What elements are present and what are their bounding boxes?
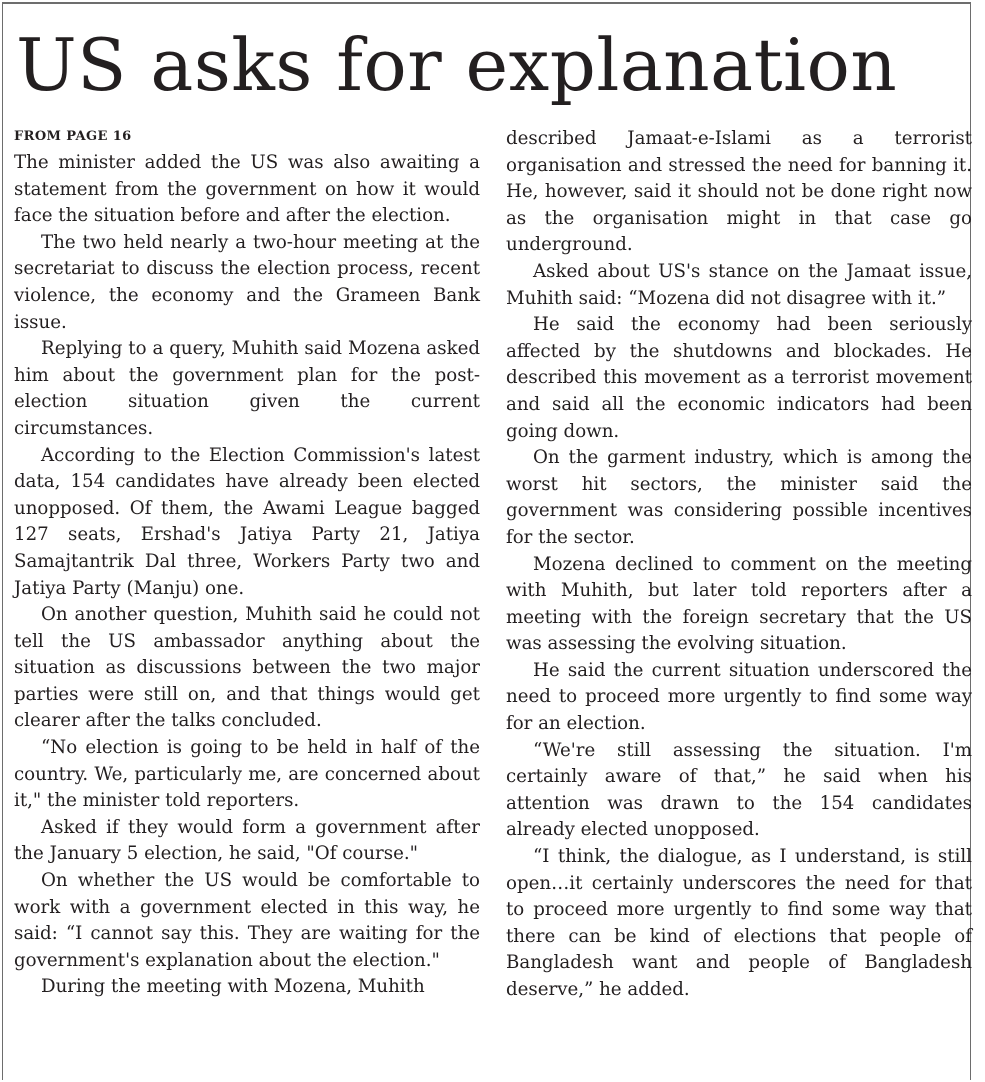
article-paragraph: “No election is going to be held in half of the country. We, particularly me, are concerned about it," the minister told reporters. [14, 737, 480, 812]
article-paragraph: Mozena declined to comment on the meeting with Muhith, but later told reporters after a meeting with the foreign secretary that the US was assessing the evolving situation. [506, 553, 972, 655]
article-paragraph: During the meeting with Mozena, Muhith [41, 976, 425, 998]
article-paragraph: The two held nearly a two-hour meeting at the secretariat to discuss the election process, recent violence, the economy and the Grameen Bank issue. [14, 231, 480, 333]
headline: US asks for explanation [16, 23, 898, 107]
article-paragraph: described Jamaat-e-Islami as a terrorist organisation and stressed the need for banning it. He, however, said it should not be done right now as the organisation might in that case go underground. [506, 128, 972, 256]
article-paragraph: Asked about US's stance on the Jamaat issue, Muhith said: “Mozena did not disagree with it.” [506, 260, 972, 309]
article-paragraph: Replying to a query, Muhith said Mozena asked him about the government plan for the post-election situation given the current circumstances. [14, 338, 480, 439]
article-paragraph: “We're still assessing the situation. I'm certainly aware of that,” he said when his attention was drawn to the 154 candidates already elected unopposed. [506, 739, 972, 841]
article-paragraph: On whether the US would be comfortable to work with a government elected in this way, he said: “I cannot say this. They are waiting for the government's explanation about the election." [14, 870, 480, 971]
article-paragraph: On another question, Muhith said he could not tell the US ambassador anything about the situation as discussions between the two major parties were still on, and that things would get clearer after the talks concluded. [14, 604, 480, 732]
article-paragraph: The minister added the US was also awaiting a statement from the government on how it would face the situation before and after the election. [14, 152, 480, 227]
article-paragraph: Asked if they would form a government after the January 5 election, he said, "Of course." [14, 816, 480, 865]
jump-line: FROM PAGE 16 [14, 129, 132, 144]
article-paragraph: “I think, the dialogue, as I understand, is still open…it certainly underscores the need for that to proceed more urgently to find some way that there can be kind of elections that people of Bangladesh want and people of Bangladesh deserve,” he added. [506, 846, 972, 1000]
article-paragraph: On the garment industry, which is among the worst hit sectors, the minister said the government was considering possible incentives for the sector. [506, 447, 972, 548]
article-paragraph: He said the economy had been seriously affected by the shutdowns and blockades. He described this movement as a terrorist movement and said all the economic indicators had been going down. [506, 314, 972, 442]
article-paragraph: He said the current situation underscored the need to proceed more urgently to find some way for an election. [506, 659, 972, 735]
article-paragraph: According to the Election Commission's latest data, 154 candidates have already been elected unopposed. Of them, the Awami League bagged 127 seats, Ershad's Jatiya Party 21, Jatiya Samajtantrik Dal three, Workers Party two and Jatiya Party (Manju) one. [14, 444, 480, 599]
left-column [14, 128, 480, 1001]
right-column [506, 126, 972, 1004]
